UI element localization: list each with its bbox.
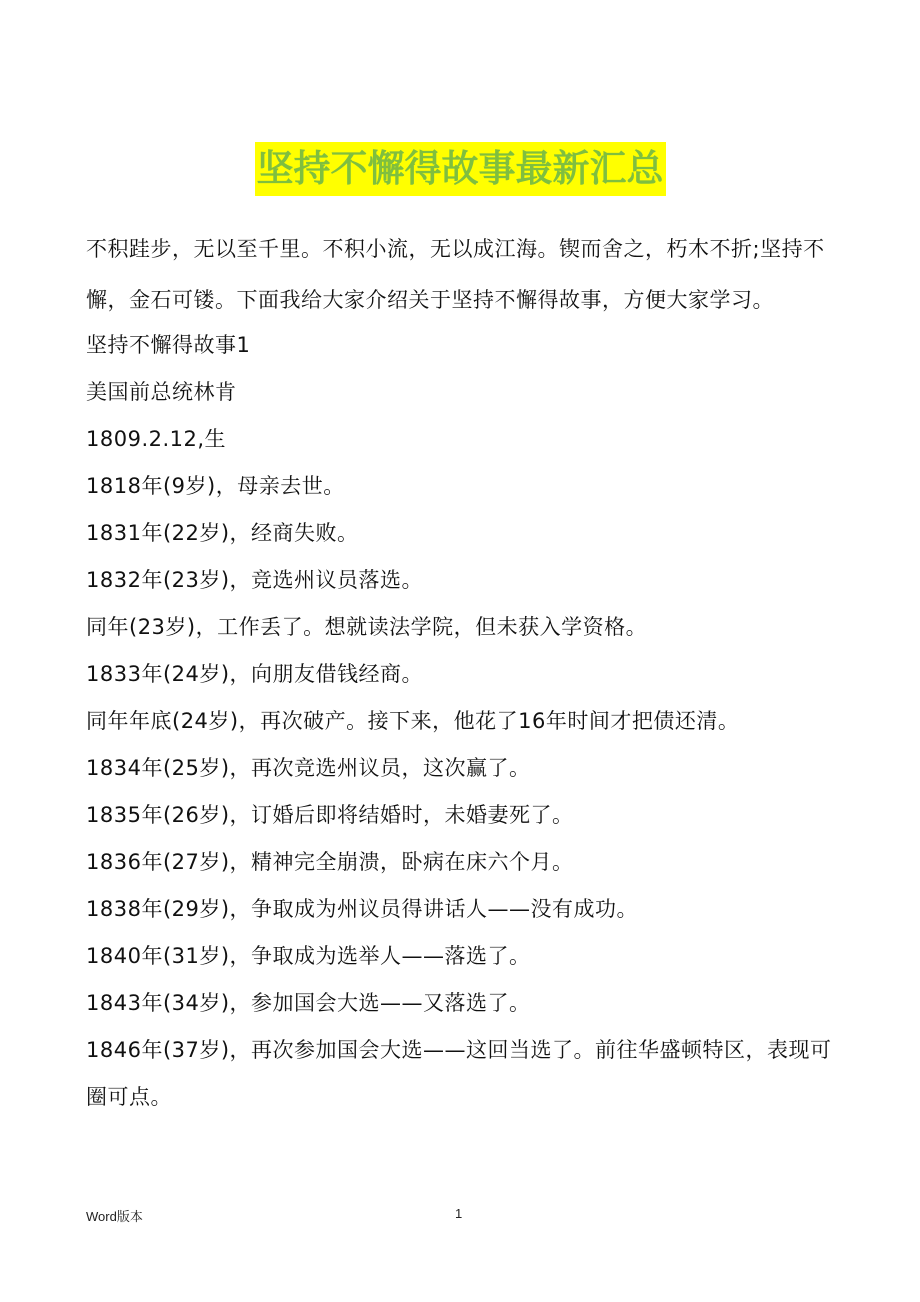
timeline-line: 1818年(9岁)，母亲去世。 — [86, 474, 345, 498]
document-body — [86, 224, 838, 1121]
timeline-line: 1843年(34岁)，参加国会大选——又落选了。 — [86, 991, 531, 1015]
timeline-line: 1835年(26岁)，订婚后即将结婚时，未婚妻死了。 — [86, 803, 574, 827]
timeline-line: 1833年(24岁)，向朋友借钱经商。 — [86, 662, 424, 686]
document-title: 坚持不懈得故事最新汇总 — [255, 142, 666, 196]
timeline-line: 1832年(23岁)，竞选州议员落选。 — [86, 568, 424, 592]
intro-paragraph: 不积跬步，无以至千里。不积小流，无以成江海。锲而舍之，朽木不折;坚持不懈，金石可镂。下面我给大家介绍关于坚持不懈得故事，方便大家学习。 — [86, 237, 825, 312]
timeline-line: 1831年(22岁)，经商失败。 — [86, 521, 359, 545]
timeline-line: 同年年底(24岁)，再次破产。接下来，他花了16年时间才把债还清。 — [86, 709, 740, 733]
timeline-line: 1840年(31岁)，争取成为选举人——落选了。 — [86, 944, 531, 968]
timeline-line: 1838年(29岁)，争取成为州议员得讲话人——没有成功。 — [86, 897, 639, 921]
timeline-line: 1836年(27岁)，精神完全崩溃，卧病在床六个月。 — [86, 850, 574, 874]
timeline-line: 同年(23岁)，工作丢了。想就读法学院，但未获入学资格。 — [86, 615, 648, 639]
subject-line: 美国前总统林肯 — [86, 380, 237, 404]
footer-page-number: 1 — [455, 1206, 463, 1221]
timeline-line: 1809.2.12,生 — [86, 427, 227, 451]
story-heading: 坚持不懈得故事1 — [86, 333, 251, 357]
timeline-line: 1846年(37岁)，再次参加国会大选——这回当选了。前往华盛顿特区，表现可圈可点。 — [86, 1038, 832, 1109]
footer-version-label: Word版本 — [86, 1209, 143, 1224]
timeline-line: 1834年(25岁)，再次竞选州议员，这次赢了。 — [86, 756, 531, 780]
title-container — [0, 142, 920, 196]
